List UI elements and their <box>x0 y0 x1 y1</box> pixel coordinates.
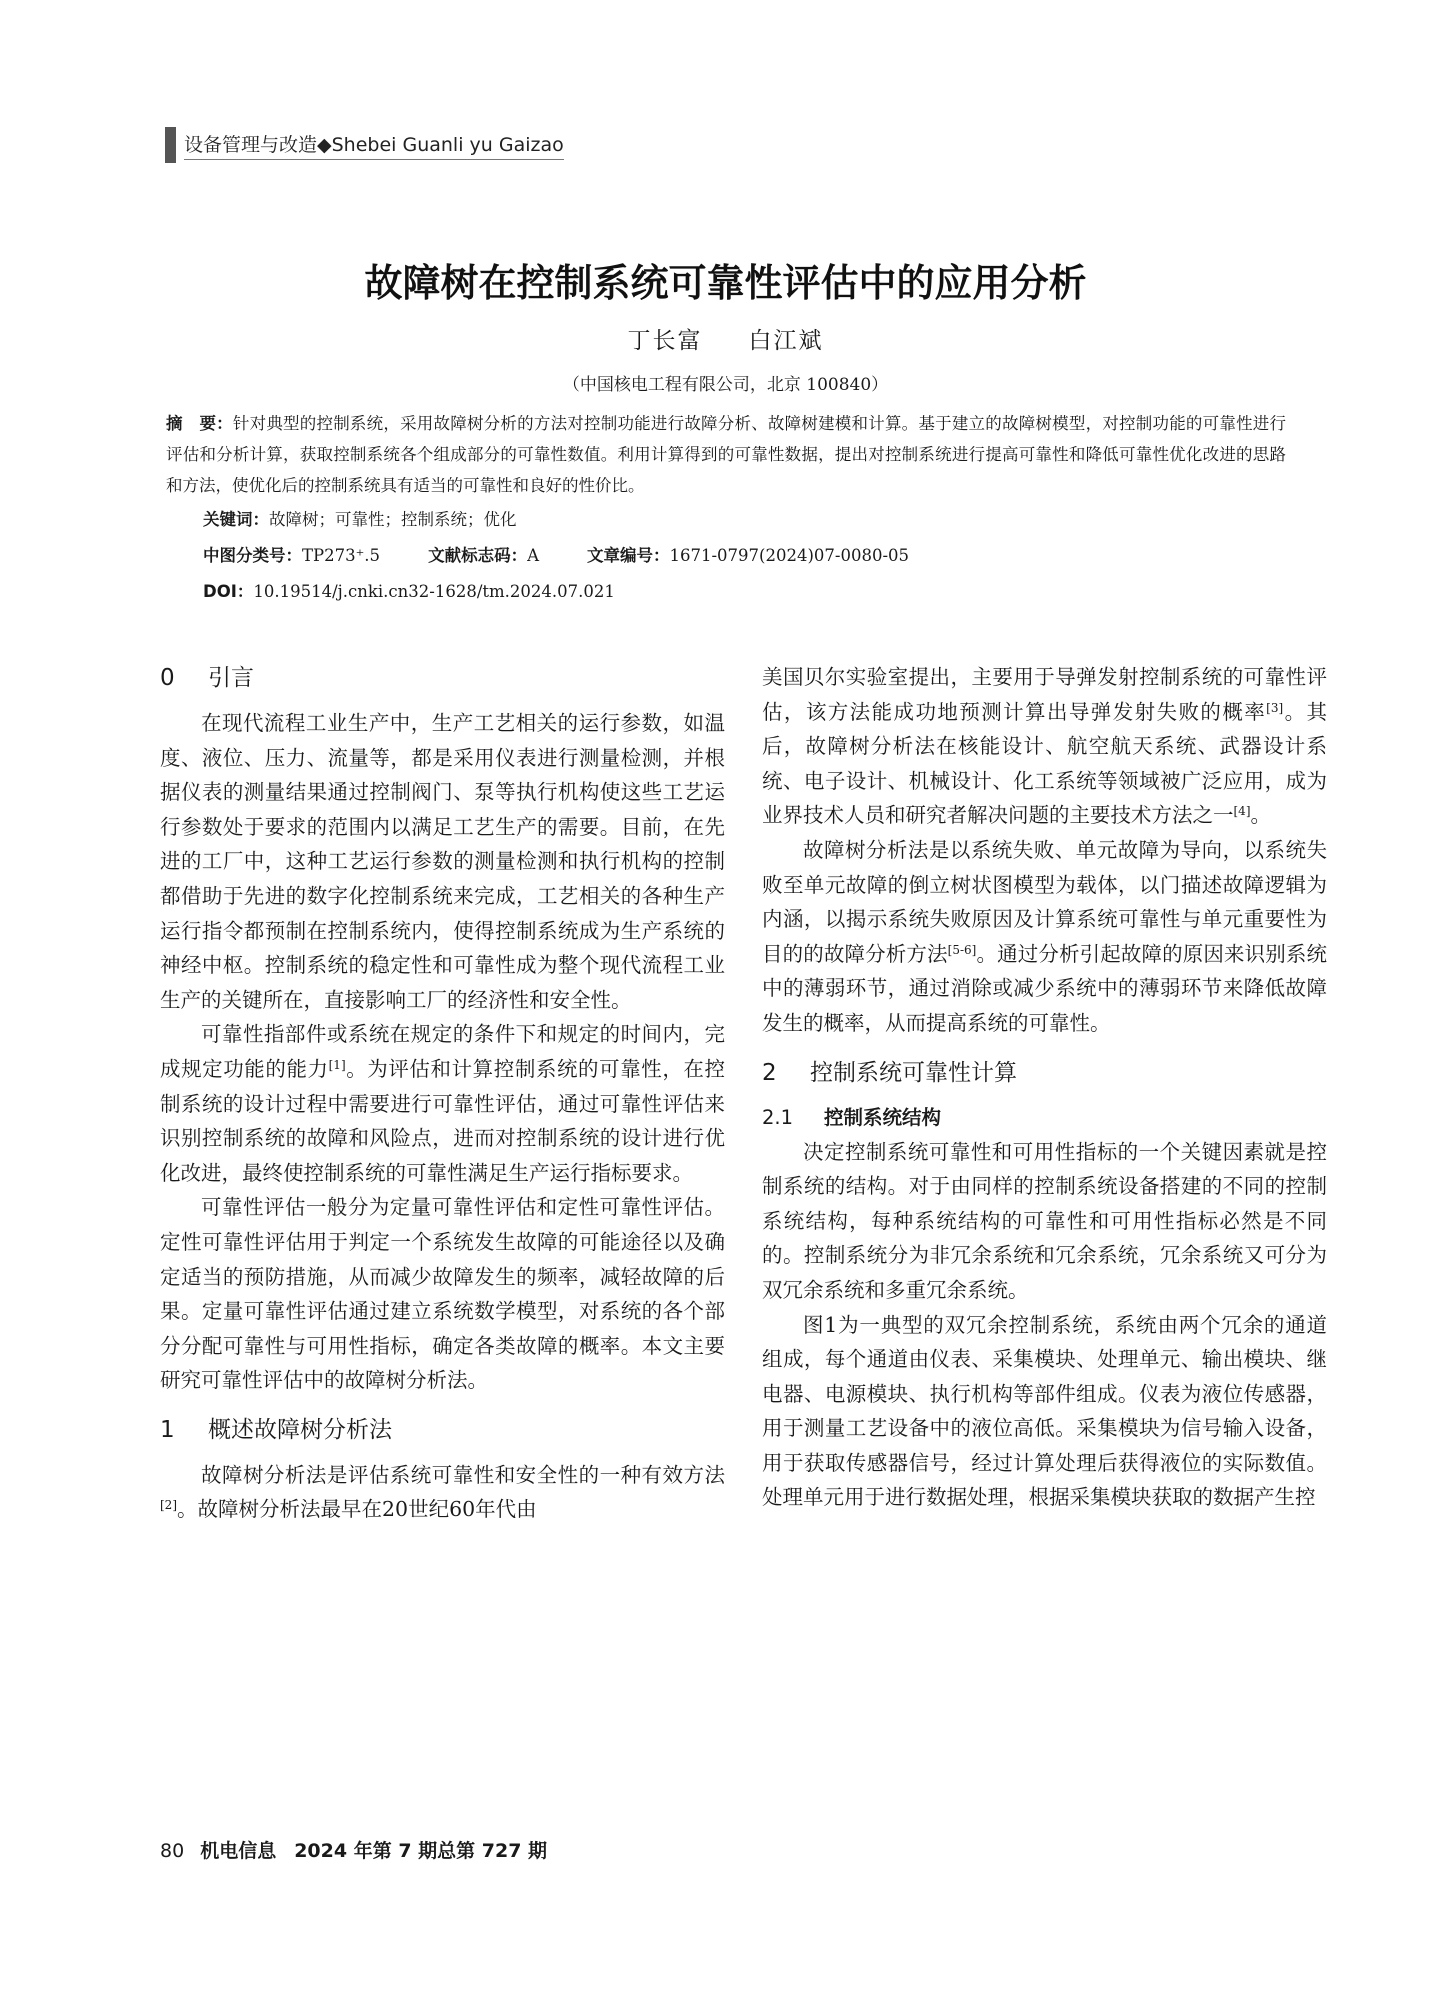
paragraph-8: 图1为一典型的双冗余控制系统，系统由两个冗余的通道组成，每个通道由仪表、采集模块、处理单元、输出模块、继电器、电源模块、执行机构等部件组成。仪表为液位传感器，用于测量工艺设备中的液位高低。采集模块为信号输入设备，用于获取传感器信号，经过计算处理后获得液位的实际数值。处理单元用于进行数据处理，根据采集模块获取的数据产生控 <box>762 1312 1327 1510</box>
paragraph-3: 可靠性评估一般分为定量可靠性评估和定性可靠性评估。定性可靠性评估用于判定一个系统发生故障的可能途径以及确定适当的预防措施，从而减少故障发生的频率，减轻故障的后果。定量可靠性评估通过建立系统数学模型，对系统的各个部分分配可靠性与可用性指标，确定各类故障的概率。本文主要研究可靠性评估中的故障树分析法。 <box>160 1195 725 1393</box>
section-heading-2 <box>762 1055 1327 1091</box>
article-number-label: 文章编号： <box>586 546 670 565</box>
section-heading-1 <box>160 1412 725 1448</box>
article-number-value: 1671-0797(2024)07-0080-05 <box>669 546 910 565</box>
authors <box>0 322 1451 355</box>
citation: [4] <box>1233 804 1251 819</box>
doi-line <box>203 578 615 602</box>
paragraph-text: 。为评估和计算控制系统的可靠性，在控制系统的设计过程中需要进行可靠性评估，通过可靠性评估来识别控制系统的故障和风险点，进而对控制系统的设计进行优化改进，最终使控制系统的可靠性满足生产运行指标要求。 <box>160 1056 726 1185</box>
doi-label: DOI： <box>203 582 254 601</box>
clc-value: TP273⁺.5 <box>302 546 381 565</box>
section-heading-0 <box>160 660 725 696</box>
journal-name: 机电信息 <box>200 1840 277 1862</box>
paragraph-7: 决定控制系统可靠性和可用性指标的一个关键因素就是控制系统的结构。对于由同样的控制系统设备搭建的不同的控制系统结构，每种系统结构的可靠性和可用性指标必然是不同的。控制系统分为非冗余系统和冗余系统，冗余系统又可分为双冗余系统和多重冗余系统。 <box>762 1139 1327 1302</box>
paragraph-5 <box>762 660 1327 833</box>
paragraph-text: 。通过分析引起故障的原因来识别系统中的薄弱环节，通过消除或减少系统中的薄弱环节来降低故障发生的概率，从而提高系统的可靠性。 <box>762 941 1328 1035</box>
clc-label: 中图分类号： <box>203 546 302 565</box>
section-number: 0 <box>160 665 175 691</box>
doc-code-value: A <box>527 546 539 565</box>
section-title: 控制系统可靠性计算 <box>810 1059 1017 1086</box>
classification-line <box>203 542 909 566</box>
section-title: 概述故障树分析法 <box>208 1416 392 1443</box>
issue-info: 2024 年第 7 期总第 727 期 <box>294 1840 548 1862</box>
subsection-number: 2.1 <box>762 1105 794 1129</box>
author-1: 丁长富 <box>627 328 703 354</box>
paragraph-text: 故障树分析法是以系统失败、单元故障为导向，以系统失败至单元故障的倒立树状图模型为载体，以门描述故障逻辑为内涵，以揭示系统失败原因及计算系统可靠性与单元重要性为目的的故障分析方法 <box>762 837 1327 966</box>
section-number: 1 <box>160 1416 175 1443</box>
keywords-label: 关键词： <box>203 510 269 529</box>
citation: [3] <box>1266 700 1284 715</box>
page-number: 80 <box>160 1840 185 1862</box>
abstract-label: 摘 要： <box>166 414 233 433</box>
citation: [2] <box>160 1498 177 1513</box>
paragraph-text: 故障树分析法是评估系统可靠性和安全性的一种有效方法 <box>201 1462 725 1487</box>
paper-title: 故障树在控制系统可靠性评估中的应用分析 <box>364 261 1087 305</box>
paragraph-2 <box>160 1017 725 1190</box>
running-head-text: 设备管理与改造◆Shebei Guanli yu Gaizao <box>184 130 564 160</box>
abstract-text: 针对典型的控制系统，采用故障树分析的方法对控制功能进行故障分析、故障树建模和计算。基于建立的故障树模型，对控制功能的可靠性进行评估和分析计算，获取控制系统各个组成部分的可靠性数值。利用计算得到的可靠性数据，提出对控制系统进行提高可靠性和降低可靠性优化改进的思路和方法，使优化后的控制系统具有适当的可靠性和良好的性价比。 <box>166 414 1287 495</box>
doi-value: 10.19514/j.cnki.cn32-1628/tm.2024.07.021 <box>253 582 615 601</box>
keywords-text: 故障树；可靠性；控制系统；优化 <box>269 510 517 529</box>
keywords <box>203 506 517 530</box>
section-number: 2 <box>762 1059 777 1086</box>
running-head-bar <box>165 127 176 163</box>
paragraph-1: 在现代流程工业生产中，生产工艺相关的运行参数，如温度、液位、压力、流量等，都是采用仪表进行测量检测，并根据仪表的测量结果通过控制阀门、泵等执行机构使这些工艺运行参数处于要求的范围内以满足工艺生产的需要。目前，在先进的工厂中，这种工艺运行参数的测量检测和执行机构的控制都借助于先进的数字化控制系统来完成，工艺相关的各种生产运行指令都预制在控制系统内，使得控制系统成为生产系统的神经中枢。控制系统的稳定性和可靠性成为整个现代流程工业生产的关键所在，直接影响工厂的经济性和安全性。 <box>160 711 725 1012</box>
citation: [5-6] <box>947 942 977 957</box>
paragraph-text: 美国贝尔实验室提出，主要用于导弹发射控制系统的可靠性评估，该方法能成功地预测计算出导弹发射失败的概率 <box>762 665 1327 724</box>
paragraph-6 <box>762 833 1327 1041</box>
paragraph-text: 。 <box>1250 803 1271 828</box>
paragraph-text: 。故障树分析法最早在20世纪60年代由 <box>177 1497 537 1522</box>
running-head <box>165 128 564 162</box>
citation: [1] <box>328 1057 346 1072</box>
left-column <box>160 660 725 1527</box>
affiliation: （中国核电工程有限公司，北京 100840） <box>562 375 889 395</box>
author-2: 白江斌 <box>748 328 824 354</box>
doc-code-label: 文献标志码： <box>428 546 528 565</box>
page-footer <box>160 1836 547 1863</box>
section-title: 引言 <box>208 665 254 691</box>
paragraph-text: 可靠性指部件或系统在规定的条件下和规定的时间内，完成规定功能的能力 <box>160 1022 725 1081</box>
abstract <box>166 408 1286 501</box>
paragraph-text: 。其后，故障树分析法在核能设计、航空航天系统、武器设计系统、电子设计、机械设计、化工系统等领域被广泛应用，成为业界技术人员和研究者解决问题的主要技术方法之一 <box>762 699 1328 828</box>
subsection-heading-2-1 <box>762 1101 1327 1135</box>
right-column <box>762 660 1327 1515</box>
paragraph-4 <box>160 1458 725 1527</box>
subsection-title: 控制系统结构 <box>824 1105 942 1129</box>
